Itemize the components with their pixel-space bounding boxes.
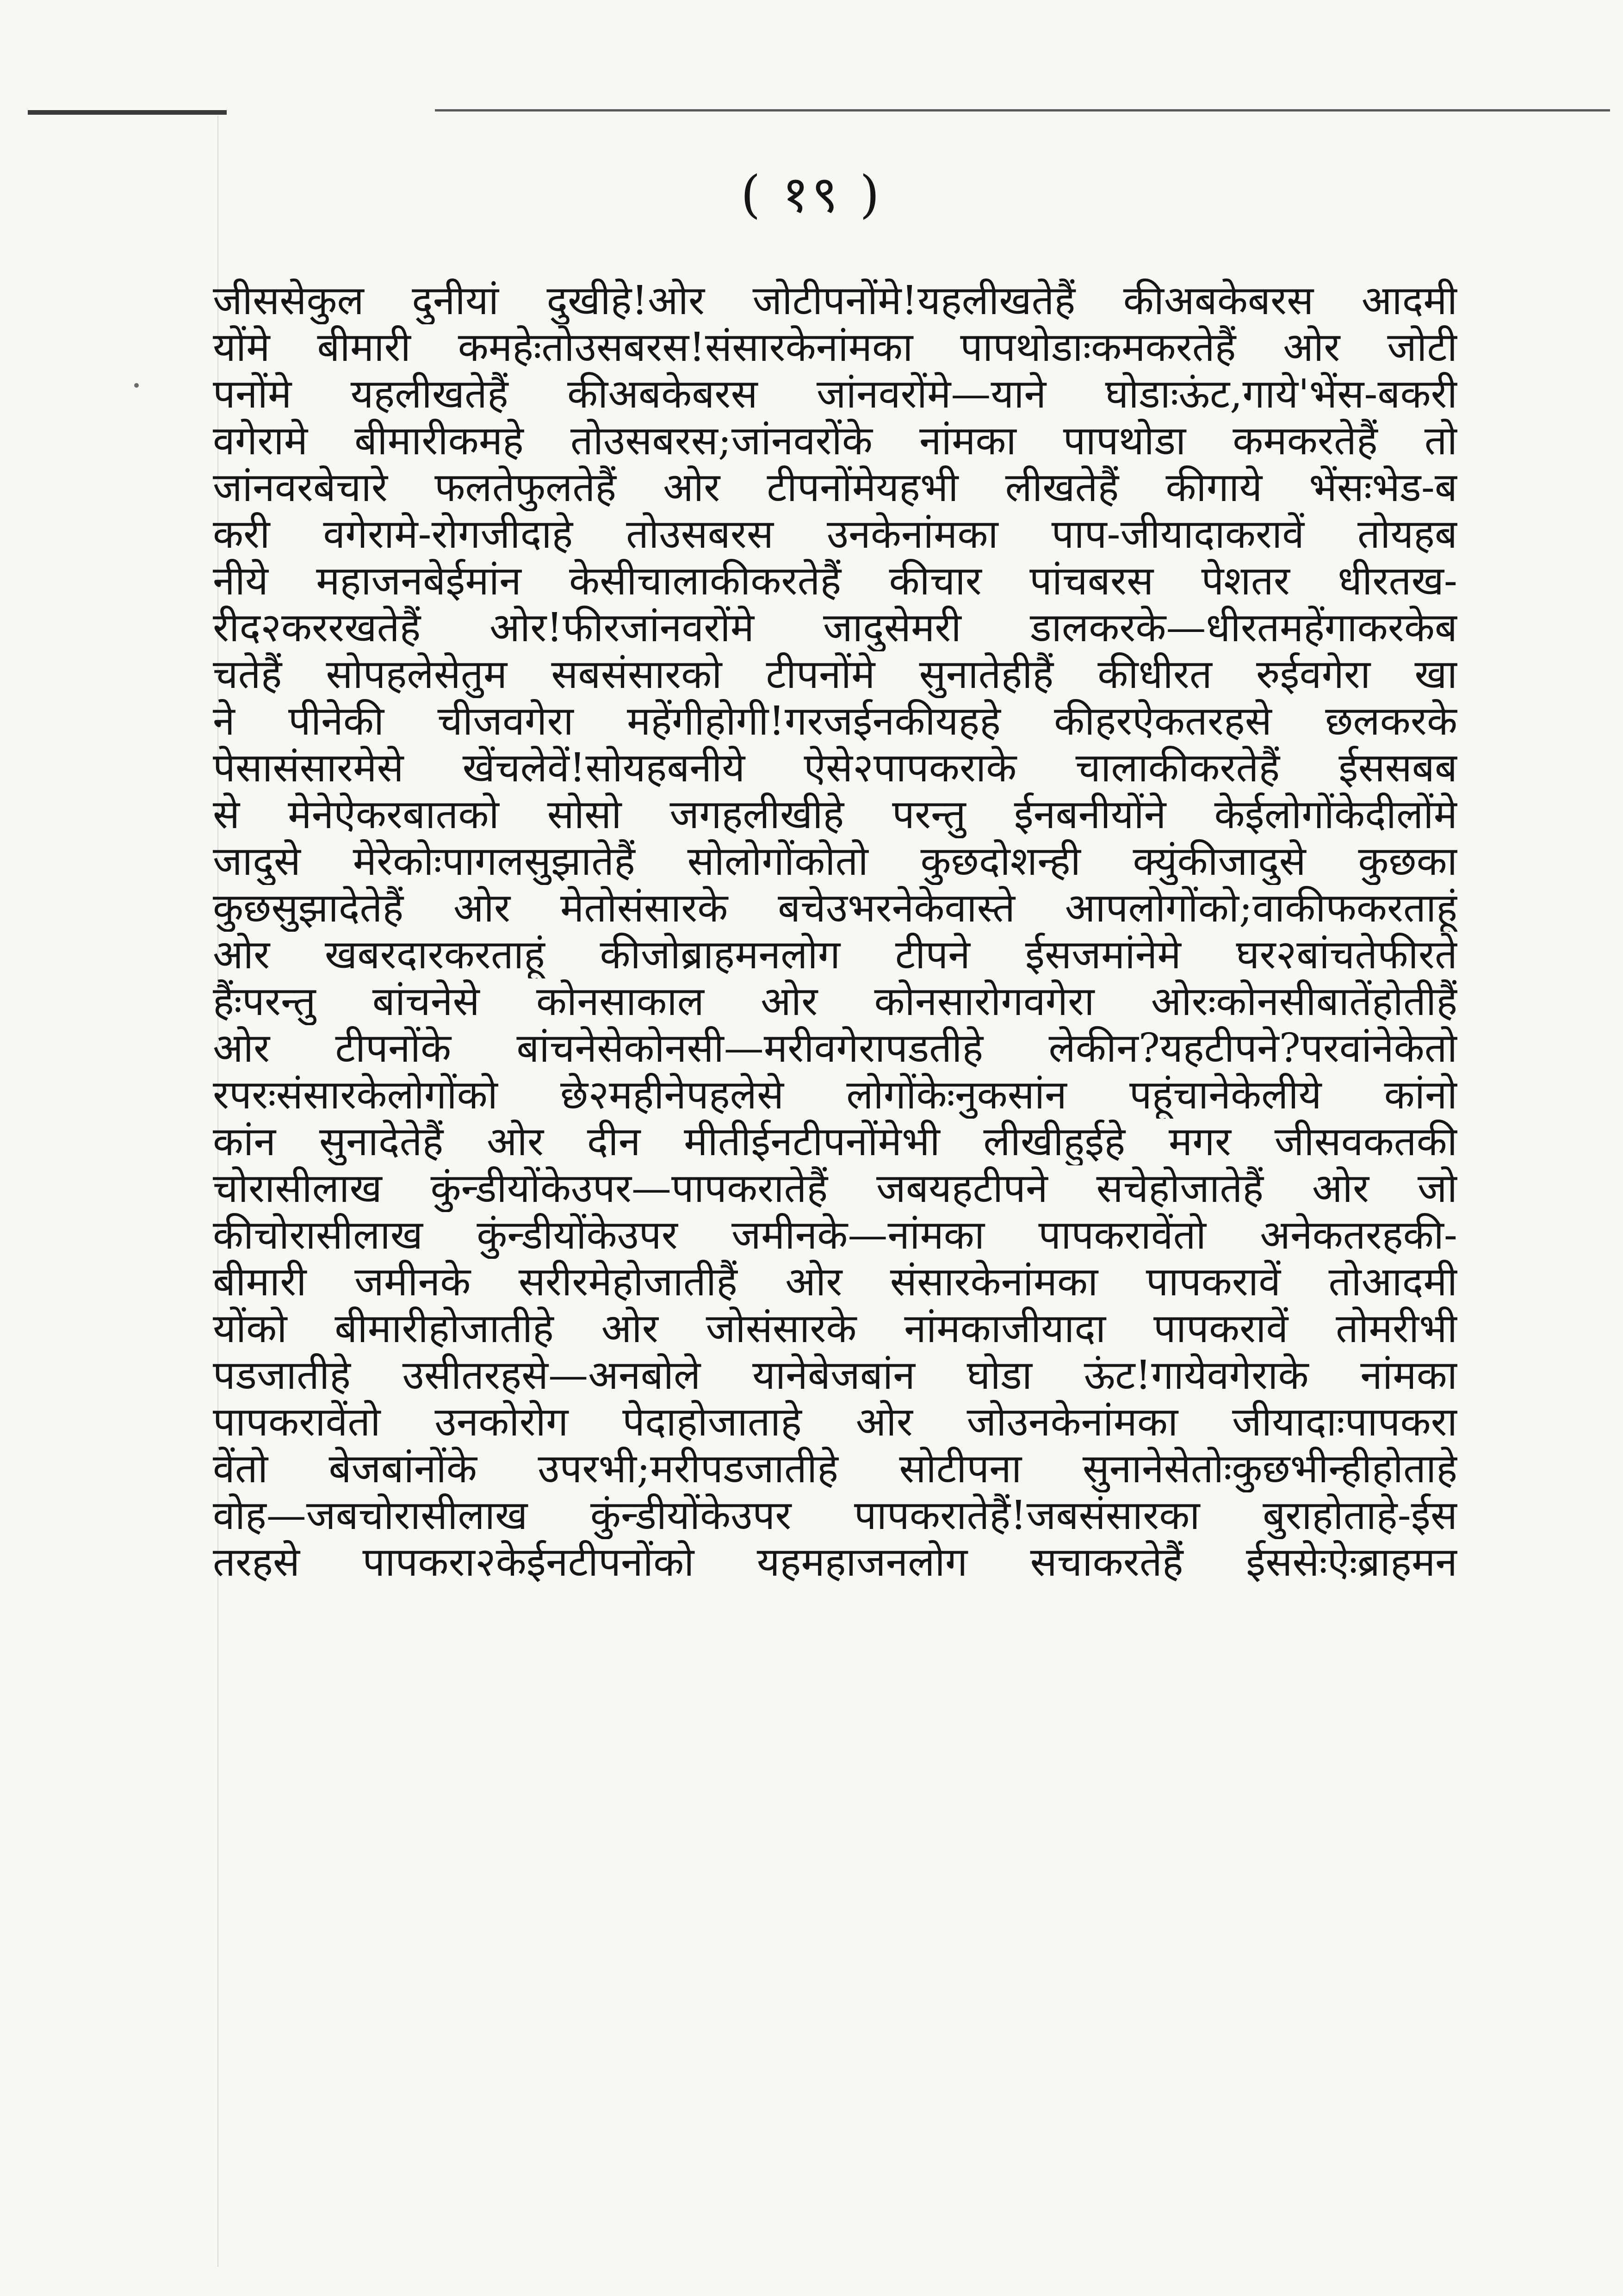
text-line: कीचोरासीलाख कुंन्डीयोंकेउपर जमीनके—नांमका पापकरावेंतो अनेकतरहकी-: [213, 1212, 1457, 1258]
text-line: से मेनेऐकरबातको सोसो जगहलीखीहे परन्तु ईनबनीयोंने केईलोगोंकेदीलोंमे: [213, 792, 1457, 838]
text-line: वोह—जबचोरासीलाख कुंन्डीयोंकेउपर पापकरातेहैं!जबसंसारका बुराहोताहे-ईस: [213, 1492, 1457, 1539]
text-line: ओर टीपनोंके बांचनेसेकोनसी—मरीवगेरापडतीहे लेकीन?यहटीपने?परवांनेकेतो: [213, 1025, 1457, 1071]
text-line: कांन सुनादेतेहैं ओर दीन मीतीईनटीपनोंमेभी लीखीहुईहे मगर जीसवकतकी: [213, 1119, 1457, 1165]
text-line: कुछसुझादेतेहैं ओर मेतोसंसारके बचेउभरनेकेवास्ते आपलोगोंको;वाकीफकरताहूं: [213, 885, 1457, 931]
header-rule-right: [435, 109, 1610, 111]
text-line: करी वगेरामे-रोगजीदाहे तोउसबरस उनकेनांमका पाप-जीयादाकरावें तोयहब: [213, 511, 1457, 557]
body-text: [213, 278, 1457, 1586]
page-number: ( १९ ): [740, 165, 883, 224]
text-line: चतेहैं सोपहलेसेतुम सबसंसारको टीपनोंमे सुनातेहीहैं कीधीरत रुईवगेरा खा: [213, 651, 1457, 698]
ink-speck: [134, 383, 139, 388]
text-line: हैंःपरन्तु बांचनेसे कोनसाकाल ओर कोनसारोगवगेरा ओरःकोनसीबातेंहोतीहैं: [213, 978, 1457, 1025]
text-line: रपरःसंसारकेलोगोंको छे२महीनेपहलेसे लोगोंकेःनुकसांन पहूंचानेकेलीये कांनो: [213, 1072, 1457, 1118]
text-line: पडजातीहे उसीतरहसे—अनबोले यानेबेजबांन घोडा ऊंट!गायेवगेराके नांमका: [213, 1352, 1457, 1399]
text-line: रीद२कररखतेहैं ओर!फीरजांनवरोंमे जादुसेमरी डालकरके—धीरतमहेंगाकरकेब: [213, 605, 1457, 651]
text-line: पनोंमे यहलीखतेहैं कीअबकेबरस जांनवरोंमे—याने घोडाःऊंट,गाये'भेंस-बकरी: [213, 371, 1457, 417]
text-line: योंमे बीमारी कमहेःतोउसबरस!संसारकेनांमका पापथोडाःकमकरतेहैं ओर जोटी: [213, 324, 1457, 371]
text-line: जीससेकुल दुनीयां दुखीहे!ओर जोटीपनोंमे!यहलीखतेहैं कीअबकेबरस आदमी: [213, 278, 1457, 324]
text-line: बीमारी जमीनके सरीरमेहोजातीहैं ओर संसारकेनांमका पापकरावें तोआदमी: [213, 1259, 1457, 1305]
text-line: जादुसे मेरेकोःपागलसुझातेहैं सोलोगोंकोतो कुछदोशन्ही क्युंकीजादुसे कुछका: [213, 838, 1457, 885]
text-line: ने पीनेकी चीजवगेरा महेंगीहोगी!गरजईनकीयहहे कीहरऐकतरहसे छलकरके: [213, 698, 1457, 744]
text-line: जांनवरबेचारे फलतेफुलतेहैं ओर टीपनोंमेयहभी लीखतेहैं कीगाये भेंसःभेड-ब: [213, 464, 1457, 511]
text-line: ओर खबरदारकरताहूं कीजोब्राहमनलोग टीपने ईसजमांनेमे घर२बांचतेफीरते: [213, 932, 1457, 978]
text-line: चोरासीलाख कुंन्डीयोंकेउपर—पापकरातेहैं जबयहटीपने सचेहोजातेहैं ओर जो: [213, 1165, 1457, 1212]
header-rule-left: [28, 110, 227, 115]
text-line: पापकरावेंतो उनकोरोग पेदाहोजाताहे ओर जोउनकेनांमका जीयादाःपापकरा: [213, 1399, 1457, 1445]
text-line: नीये महाजनबेईमांन केसीचालाकीकरतेहैं कीचार पांचबरस पेशतर धीरतख-: [213, 558, 1457, 604]
text-line: वगेरामे बीमारीकमहे तोउसबरस;जांनवरोंके नांमका पापथोडा कमकरतेहैं तो: [213, 418, 1457, 464]
text-line: पेसासंसारमेसे खेंचलेवें!सोयहबनीये ऐसे२पापकराके चालाकीकरतेहैं ईससबब: [213, 745, 1457, 791]
text-line: तरहसे पापकरा२केईनटीपनोंको यहमहाजनलोग सचाकरतेहैं ईससेःऐःब्राहमन: [213, 1539, 1457, 1585]
text-line: वेंतो बेजबांनोंके उपरभी;मरीपडजातीहे सोटीपना सुनानेसेतोःकुछभीन्हीहोताहे: [213, 1446, 1457, 1492]
text-line: योंको बीमारीहोजातीहे ओर जोसंसारके नांमकाजीयादा पापकरावें तोमरीभी: [213, 1306, 1457, 1352]
